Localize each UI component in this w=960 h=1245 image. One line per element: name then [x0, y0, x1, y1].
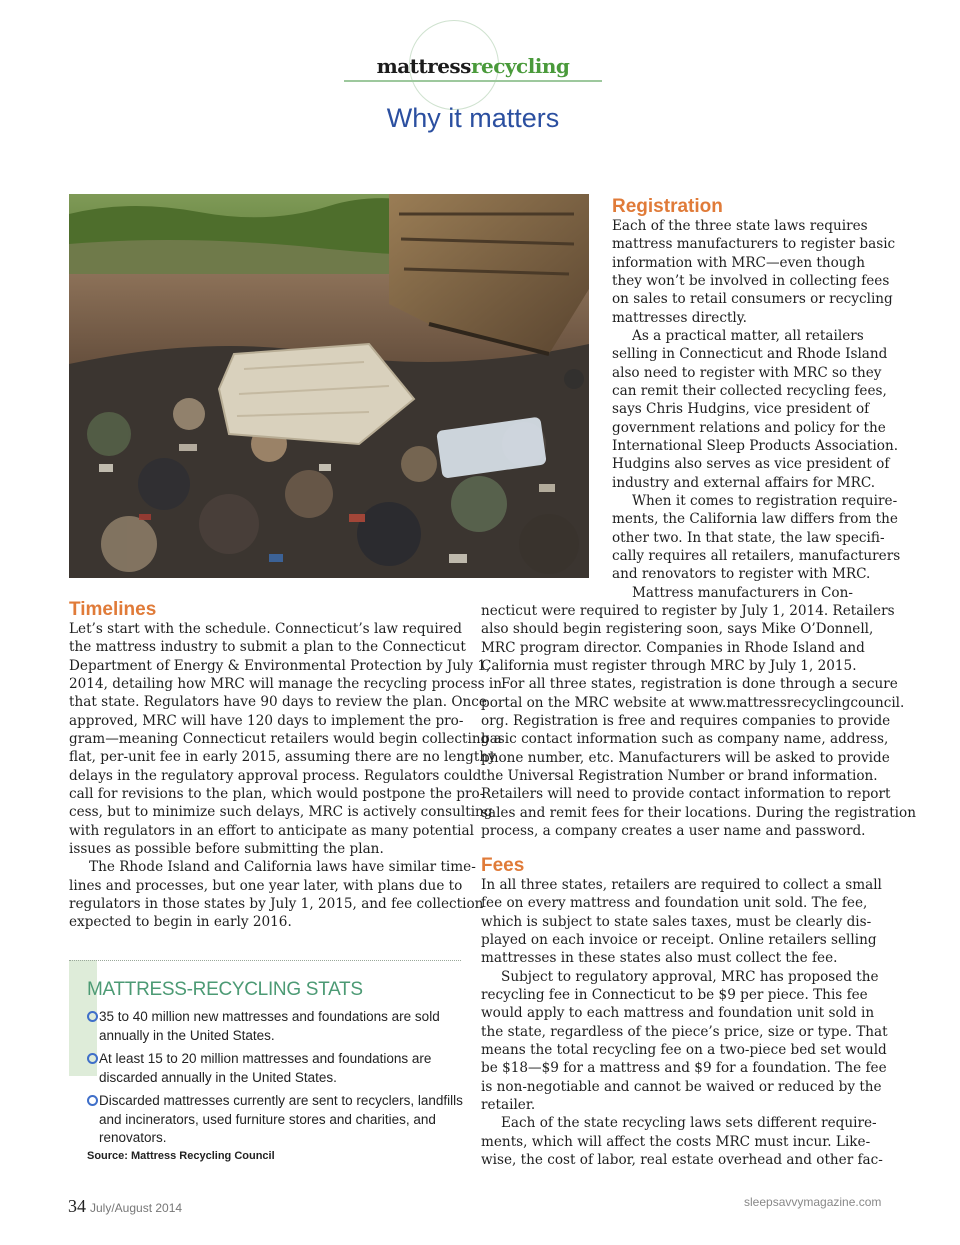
fees-line: the state, regardless of the piece’s price, size or type. That — [481, 1023, 888, 1040]
registration-line: phone number, etc. Manufacturers will be asked to provide — [481, 749, 890, 766]
registration-line: Retailers will need to provide contact information to report — [481, 786, 891, 803]
registration-line: Each of the three state laws requires — [612, 218, 868, 234]
registration-line: International Sleep Products Association. — [612, 437, 899, 454]
registration-line: portal on the MRC website at www.mattressrecyclingcouncil. — [481, 694, 905, 711]
registration-line: other two. In that state, the law specifi- — [612, 529, 885, 546]
stat-line: renovators. — [99, 1130, 167, 1145]
fees-line: wise, the cost of labor, real estate overhead and other fac- — [481, 1151, 883, 1168]
stats-divider — [69, 960, 461, 961]
timelines-line: gram—meaning Connecticut retailers would begin collecting a — [69, 730, 502, 747]
site-url[interactable]: sleepsavvymagazine.com — [744, 1195, 882, 1209]
stats-title: MATTRESS-RECYCLING STATS — [87, 979, 363, 1000]
section-title-part2: recycling — [470, 54, 570, 78]
timelines-line: Let’s start with the schedule. Connecticut’s law required — [69, 621, 462, 637]
registration-line: mattresses directly. — [612, 309, 747, 326]
timelines-line: approved, MRC will have 120 days to implement the pro- — [69, 712, 464, 729]
registration-line: on sales to retail consumers or recycling — [612, 291, 893, 308]
timelines-line: expected to begin in early 2016. — [69, 914, 292, 931]
timelines-line: with regulators in an effort to anticipate as many potential — [69, 822, 474, 839]
stats-box — [69, 960, 464, 1174]
circle-bullet-icon — [87, 1053, 98, 1064]
timelines-line: the mattress industry to submit a plan to the Connecticut — [69, 639, 466, 656]
stat-line: discarded annually in the United States. — [99, 1069, 337, 1085]
fees-body — [481, 876, 888, 1169]
stat-text — [99, 1092, 463, 1148]
registration-line: cally requires all retailers, manufacturers — [612, 547, 901, 564]
timelines-line: issues as possible before submitting the plan. — [69, 840, 384, 857]
registration-heading: Registration — [612, 196, 723, 217]
registration-line: Hudgins also serves as vice president of — [612, 456, 890, 473]
fees-line: In all three states, retailers are required to collect a small — [481, 877, 882, 893]
timelines-line: cess, but to minimize such delays, MRC is actively consulting — [69, 804, 493, 821]
timelines-line: The Rhode Island and California laws have similar time- — [89, 859, 476, 876]
stats-source: Source: Mattress Recycling Council — [87, 1150, 275, 1162]
stat-line: At least 15 to 20 million mattresses and foundations are — [99, 1051, 432, 1066]
registration-line: and renovators to register with MRC. — [612, 566, 871, 583]
timelines-heading: Timelines — [69, 599, 157, 620]
fees-line: would apply to each mattress and foundation unit sold in — [481, 1005, 875, 1022]
registration-line: can remit their collected recycling fees, — [612, 382, 887, 399]
timelines-line: lines and processes, but one year later, with plans due to — [69, 877, 463, 894]
registration-line: MRC program director. Companies in Rhode Island and — [481, 639, 865, 656]
fees-line: fee on every mattress and foundation unit sold. The fee, — [481, 895, 868, 912]
registration-line: basic contact information such as company name, address, — [481, 731, 889, 748]
registration-line: org. Registration is free and requires companies to provide — [481, 712, 891, 729]
timelines-body — [69, 620, 502, 932]
registration-line: also need to register with MRC so they — [612, 364, 882, 381]
fees-line: Subject to regulatory approval, MRC has proposed the — [501, 968, 879, 985]
registration-line: mattress manufacturers to register basic — [612, 236, 896, 253]
fees-line: ments, which will affect the costs MRC must incur. Like- — [481, 1133, 871, 1150]
registration-line: When it comes to registration require- — [632, 492, 898, 509]
page-footer-left — [68, 1196, 182, 1217]
timelines-line: 2014, detailing how MRC will manage the recycling process in — [69, 675, 502, 692]
fees-line: means the total recycling fee on a two-piece bed set would — [481, 1041, 887, 1058]
fees-heading: Fees — [481, 855, 525, 876]
timelines-line: Department of Energy & Environmental Protection by July 1, — [69, 657, 491, 674]
registration-line: necticut were required to register by July 1, 2014. Retailers — [481, 603, 895, 619]
section-title-part1: mattress — [376, 54, 471, 78]
registration-line: process, a company creates a user name and password. — [481, 822, 866, 839]
registration-line: sales and remit fees for their locations. During the registration — [481, 804, 916, 821]
registration-line: government relations and policy for the — [612, 419, 886, 436]
landfill-photo — [69, 194, 589, 578]
page-number: 34 — [68, 1196, 86, 1216]
registration-line: also should begin registering soon, says Mike O’Donnell, — [481, 621, 874, 638]
registration-line: selling in Connecticut and Rhode Island — [612, 346, 888, 363]
stat-line: and incinerators, used furniture stores and charities, and — [99, 1111, 436, 1127]
masthead — [344, 20, 602, 133]
registration-line: As a practical matter, all retailers — [632, 327, 864, 344]
registration-line: For all three states, registration is done through a secure — [501, 676, 898, 693]
fees-line: mattresses in these states also must collect the fee. — [481, 950, 838, 967]
fees-line: played on each invoice or receipt. Online retailers selling — [481, 931, 877, 948]
registration-line: ments, the California law differs from the — [612, 511, 898, 528]
issue-date: July/August 2014 — [90, 1201, 183, 1215]
fees-line: which is subject to state sales taxes, must be clearly dis- — [481, 913, 872, 930]
landfill-photo-icon — [69, 194, 589, 578]
circle-bullet-icon — [87, 1095, 98, 1106]
timelines-line: delays in the regulatory approval process. Regulators could — [69, 767, 482, 784]
timelines-line: that state. Regulators have 90 days to review the plan. Once — [69, 694, 487, 711]
stat-line: 35 to 40 million new mattresses and foundations are sold — [99, 1009, 440, 1024]
stat-line: Discarded mattresses currently are sent to recyclers, landfills — [99, 1093, 463, 1108]
fees-line: is non-negotiable and cannot be waived or reduced by the — [481, 1078, 882, 1095]
fees-line: retailer. — [481, 1096, 536, 1113]
stat-text — [99, 1050, 431, 1087]
registration-body — [612, 217, 901, 602]
section-title — [344, 53, 602, 82]
registration-line: information with MRC—even though — [612, 254, 866, 271]
circle-bullet-icon — [87, 1011, 98, 1022]
registration-line: industry and external affairs for MRC. — [612, 474, 876, 491]
fees-line: recycling fee in Connecticut to be $9 per piece. This fee — [481, 986, 868, 1003]
fees-line: be $18—$9 for a mattress and $9 for a foundation. The fee — [481, 1060, 887, 1077]
section-subtitle: Why it matters — [386, 103, 560, 133]
timelines-line: call for revisions to the plan, which would postpone the pro- — [69, 785, 485, 802]
registration-body-wide — [481, 602, 916, 840]
registration-line: they won’t be involved in collecting fees — [612, 272, 890, 289]
stat-line: annually in the United States. — [99, 1027, 275, 1043]
stat-text — [99, 1008, 440, 1045]
registration-line: the Universal Registration Number or brand information. — [481, 767, 878, 784]
registration-line: says Chris Hudgins, vice president of — [612, 401, 870, 418]
registration-line: California must register through MRC by July 1, 2015. — [481, 657, 857, 674]
timelines-line: flat, per-unit fee in early 2015, assuming there are no lengthy — [69, 749, 496, 766]
timelines-line: regulators in those states by July 1, 2015, and fee collection — [69, 895, 484, 912]
fees-line: Each of the state recycling laws sets different require- — [501, 1115, 877, 1132]
registration-line: Mattress manufacturers in Con- — [632, 584, 853, 601]
